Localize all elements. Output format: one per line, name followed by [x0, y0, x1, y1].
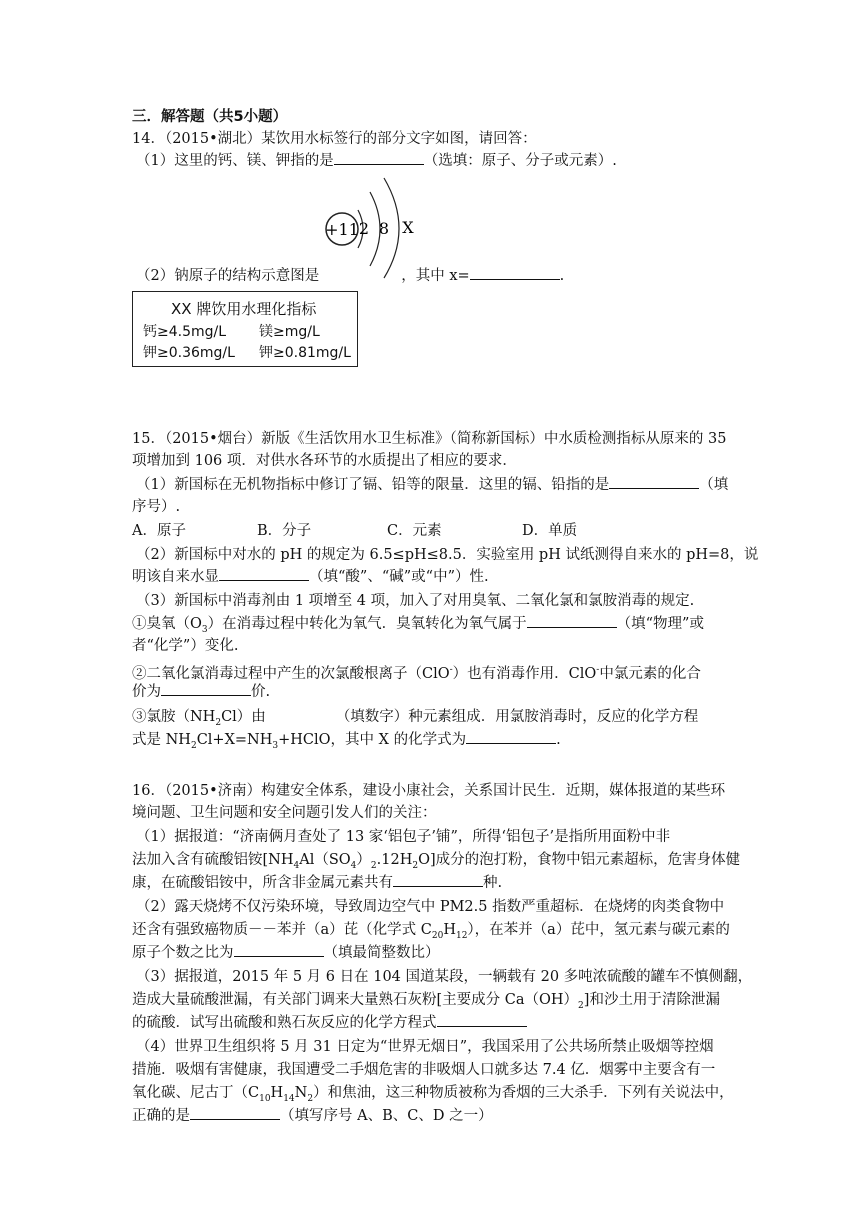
- option-c[interactable]: C．元素: [387, 523, 442, 539]
- shell-1-electrons: 2: [358, 219, 370, 238]
- q16-line-10: 造成大量硫酸泄漏，有关部门调来大量熟石灰粉[主要成分 $Ca(OH)_2$]和沙土用于清除泄漏: [132, 992, 720, 1011]
- q16-blank-1[interactable]: [393, 872, 483, 887]
- nucleus-charge: +11: [325, 220, 359, 239]
- shell-3-electrons: X: [402, 218, 414, 237]
- q14-stem: 14．（2015•湖北）某饮用水标签行的部分文字如图，请回答：: [132, 131, 537, 147]
- q15-line-2: 项增加到 106 项．对供水各环节的水质提出了相应的要求．: [132, 453, 517, 469]
- water-label-box: [132, 291, 358, 367]
- q15-line-12: ③氯胺$(NH_2Cl)$由 （填数字）种元素组成．用氯胺消毒时，反应的化学方程: [132, 709, 699, 728]
- q16-line-2: 境问题、卫生问题和安全问题引发人们的关注：: [132, 805, 437, 821]
- q16-line-3: （1）据报道：“济南俩月查处了 13 家‘铝包子’铺”，所得‘铝包子’是指所用面粉中非: [136, 829, 671, 845]
- q15-line-1: 15．（2015•烟台）新版《生活饮用水卫生标准》（简称新国标）中水质检测指标从原来的 35: [132, 431, 727, 447]
- label-row-1: 钙≥4.5mg/L 镁≥mg/L: [143, 324, 320, 340]
- q15-line-3: （1）新国标在无机物指标中修订了镉、铅等的限量．这里的镉、铅指的是 （填: [136, 474, 728, 496]
- shell-2-electrons: 8: [378, 219, 390, 238]
- q15-blank-2[interactable]: [219, 566, 309, 581]
- q16-line-6: （2）露天烧烤不仅污染环境，导致周边空气中 PM2.5 指数严重超标．在烧烤的肉类食物中: [136, 899, 725, 915]
- q15-line-4: 序号）.: [132, 499, 181, 515]
- q16-line-12: （4）世界卫生组织将 5 月 31 日定为“世界无烟日”，我国采用了公共场所禁止吸烟等控烟: [136, 1039, 714, 1055]
- q14-part1: （1）这里的钙、镁、钾指的是 （选填：原子、分子或元素）.: [136, 150, 617, 172]
- option-b[interactable]: B．分子: [257, 523, 312, 539]
- q16-blank-4[interactable]: [190, 1105, 280, 1120]
- label-title: XX 牌饮用水理化指标: [171, 300, 317, 318]
- q15-blank-5[interactable]: [466, 729, 556, 744]
- q16-line-8: 原子个数之比为 （填最简整数比）: [132, 942, 440, 964]
- section-heading: 三．解答题（共5小题）: [132, 109, 288, 125]
- q16-line-4: 法加入含有硫酸铝铵$[NH_4Al(SO_4)_2.12H_2O]$成分的泡打粉，食物中铝元素超标，危害身体健: [132, 852, 741, 871]
- q15-line-8: ①臭氧$(O_3)$在消毒过程中转化为氧气．臭氧转化为氧气属于 （填“物理”或: [132, 613, 704, 641]
- q16-line-5: 康，在硫酸铝铵中，所含非金属元素共有 种.: [132, 872, 502, 894]
- q16-line-9: （3）据报道，2015 年 5 月 6 日在 104 国道某段，一辆载有 20 多吨浓硫酸的罐车不慎侧翻，: [136, 969, 753, 985]
- option-a[interactable]: A．原子: [132, 523, 186, 539]
- q15-blank-4[interactable]: [161, 681, 251, 696]
- q15-line-9: 者“化学”）变化.: [132, 638, 239, 654]
- sodium-atom-diagram: [318, 172, 428, 280]
- q15-blank-3[interactable]: [527, 613, 617, 628]
- q16-line-1: 16．（2015•济南）构建安全体系，建设小康社会，关系国计民生．近期，媒体报道的某些环: [132, 783, 726, 799]
- q16-line-7: 还含有强致癌物质－－苯并（a）芘（化学式 $C_{20}H_{12}$），在苯并（a）芘中，氢元素与碳元素的: [132, 922, 730, 941]
- label-row-2: 钾≥0.36mg/L 钾≥0.81mg/L: [143, 345, 351, 361]
- q16-line-13: 措施．吸烟有害健康，我国遭受二手烟危害的非吸烟人口就多达 7.4 亿．烟雾中主要含有一: [132, 1062, 716, 1078]
- q16-line-14: 氧化碳、尼古丁$(C_{10}H_{14}N_2)$和焦油，这三种物质被称为香烟的三大杀手．下列有关说法中，: [132, 1085, 734, 1104]
- option-d[interactable]: D．单质: [522, 523, 578, 539]
- q15-line-13: 式是 $NH_2Cl+X=NH_3+HClO$，其中 X 的化学式为 .: [132, 729, 561, 757]
- q15-line-10: ②二氧化氯消毒过程中产生的次氯酸根离子（ClO-）也有消毒作用．ClO-中氯元素的化合: [132, 665, 701, 682]
- q16-line-15: 正确的是 （填写序号 A、B、C、D 之一）: [132, 1105, 493, 1127]
- q15-line-5: （2）新国标中对水的 pH 的规定为 6.5≤pH≤8.5．实验室用 pH 试纸测得自来水的 pH=8，说: [136, 547, 759, 563]
- q15-blank-1[interactable]: [609, 474, 699, 489]
- q16-blank-2[interactable]: [234, 942, 324, 957]
- q15-line-7: （3）新国标中消毒剂由 1 项增至 4 项，加入了对用臭氧、二氧化氯和氯胺消毒的规定.: [136, 593, 695, 609]
- q16-blank-3[interactable]: [437, 1012, 527, 1027]
- q15-line-11: 价为 价.: [132, 681, 270, 703]
- q15-line-6: 明该自来水显 （填“酸”、“碱”或“中”）性.: [132, 566, 489, 588]
- q16-line-11: 的硫酸．试写出硫酸和熟石灰反应的化学方程式: [132, 1012, 527, 1034]
- q14-part2: （2）钠原子的结构示意图是 ，其中 x= .: [136, 265, 564, 287]
- q14-blank-1[interactable]: [334, 150, 424, 165]
- q14-blank-2[interactable]: [470, 265, 560, 280]
